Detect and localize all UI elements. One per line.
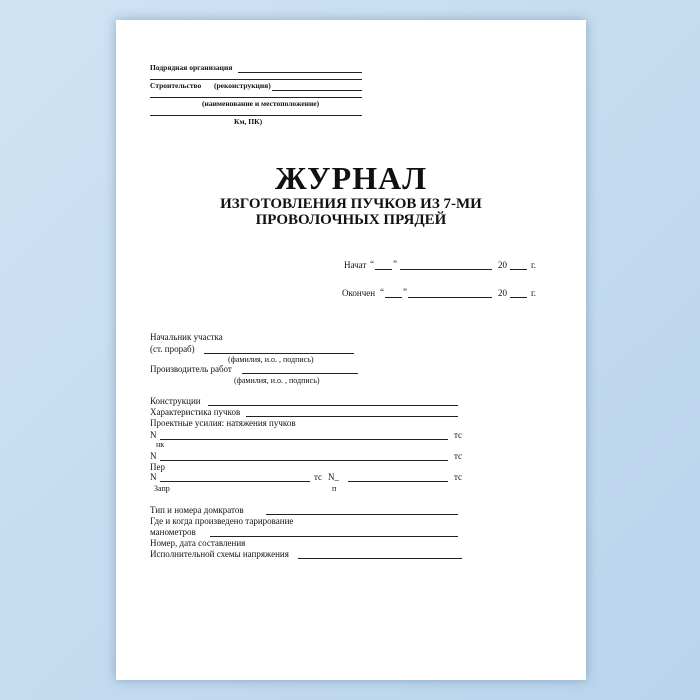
n-p-line <box>348 481 448 482</box>
construction-label: Строительство <box>150 81 202 90</box>
finished-year-suffix: г. <box>531 288 536 298</box>
nk-subscript: нк <box>156 440 165 449</box>
jacks-line <box>266 514 458 515</box>
n-per-line <box>160 460 448 461</box>
works-manager-caption: (фамилия, и.о. , подпись) <box>234 376 320 385</box>
bundle-characteristics-line <box>246 416 458 417</box>
constructions-label: Конструкции <box>150 396 201 406</box>
km-pk-caption: Км, ПК) <box>234 117 263 126</box>
contractor-line <box>238 72 362 73</box>
contractor-line-2 <box>150 79 362 80</box>
site-chief-label: Начальник участка <box>150 332 223 342</box>
journal-cover-page <box>116 20 586 680</box>
construction-line <box>272 90 362 91</box>
journal-title: ЖУРНАЛ <box>274 160 428 196</box>
site-chief-caption: (фамилия, и.о. , подпись) <box>228 355 314 364</box>
location-line <box>150 115 362 116</box>
started-year-suffix: г. <box>531 260 536 270</box>
started-quote-close: ” <box>393 259 397 269</box>
works-manager-label: Производитель работ <box>150 364 232 374</box>
finished-day-line <box>385 297 402 298</box>
works-manager-line <box>242 373 358 374</box>
manometers-line <box>210 536 458 537</box>
n-per-tc: тс <box>454 451 463 461</box>
started-year-prefix: 20 <box>498 260 507 270</box>
manometers-label: манометров <box>150 527 196 537</box>
reconstruction-label: (реконструкция) <box>214 81 271 90</box>
calibration-label: Где и когда произведено тарирование <box>150 516 294 526</box>
started-quote-open: “ <box>370 259 374 269</box>
started-year-line <box>510 269 527 270</box>
n-zapr-tc: тс <box>314 472 323 482</box>
journal-subtitle-line1: ИЗГОТОВЛЕНИЯ ПУЧКОВ ИЗ 7-МИ <box>220 196 482 212</box>
finished-label: Окончен <box>342 288 376 298</box>
design-forces-label: Проектные усилия: натяжения пучков <box>150 418 296 428</box>
finished-year-prefix: 20 <box>498 288 507 298</box>
jacks-label: Тип и номера домкратов <box>150 505 244 515</box>
contractor-label: Подрядная организация <box>150 63 233 72</box>
n-label-2: N <box>150 451 157 461</box>
started-month-line <box>400 269 492 270</box>
bundle-characteristics-label: Характеристика пучков <box>150 407 241 417</box>
scheme-line <box>298 558 462 559</box>
n-nk-tc: тс <box>454 430 463 440</box>
started-day-line <box>375 269 392 270</box>
n-p-tc: тс <box>454 472 463 482</box>
construction-line-2 <box>150 97 362 98</box>
started-label: Начат <box>344 260 367 270</box>
number-date-label: Номер, дата составления <box>150 538 246 548</box>
n-label: N <box>150 430 157 440</box>
n-p-label: N_ <box>328 472 339 482</box>
constructions-line <box>208 405 458 406</box>
n-label-3: N <box>150 472 157 482</box>
finished-year-line <box>510 297 527 298</box>
finished-quote-close: ” <box>403 287 407 297</box>
p-subscript: п <box>332 484 337 493</box>
site-chief-line <box>204 353 354 354</box>
zapr-subscript: Запр <box>154 484 170 493</box>
scheme-label: Исполнительной схемы напряжения <box>150 549 289 559</box>
finished-quote-open: “ <box>380 287 384 297</box>
n-nk-line <box>160 439 448 440</box>
name-location-caption: (наименование и местоположение) <box>202 99 320 108</box>
per-label: Пер <box>150 462 165 472</box>
journal-subtitle-line2: ПРОВОЛОЧНЫХ ПРЯДЕЙ <box>255 212 447 228</box>
n-zapr-line <box>160 481 310 482</box>
senior-foreman-label: (ст. прораб) <box>150 344 195 354</box>
finished-month-line <box>408 297 492 298</box>
